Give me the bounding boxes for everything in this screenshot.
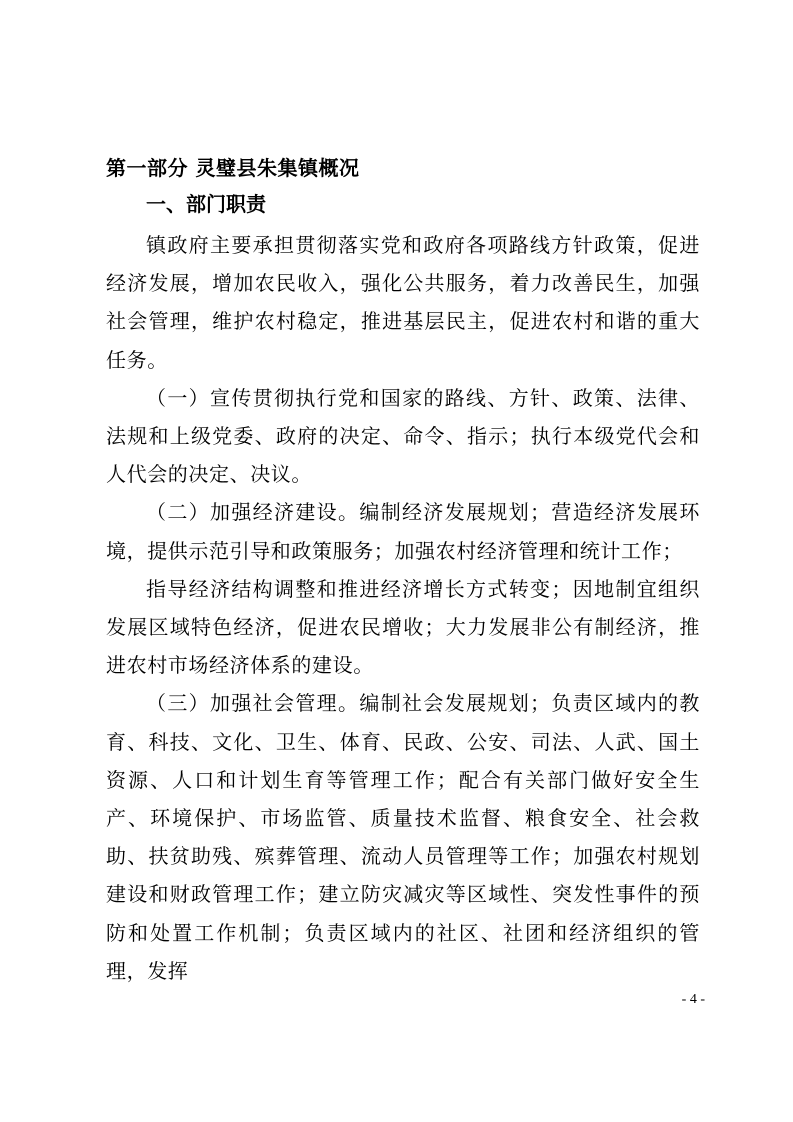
document-body <box>106 150 700 990</box>
section-title: 一、部门职责 <box>146 192 266 216</box>
part-title: 第一部分 灵璧县朱集镇概况 <box>106 156 360 180</box>
paragraph-item-2-continued: 指导经济结构调整和推进经济增长方式转变；因地制宜组织发展区域特色经济，促进农民增收；大力发展非公有制经济，推进农村市场经济体系的建设。 <box>106 576 700 678</box>
page-number: - 4 - <box>681 992 705 1007</box>
paragraph-item-3: （三）加强社会管理。编制社会发展规划；负责区域内的教育、科技、文化、卫生、体育、民政、公安、司法、人武、国土资源、人口和计划生育等管理工作；配合有关部门做好安全生产、环境保护、市场监管、质量技术监督、粮食安全、社会救助、扶贫助残、殡葬管理、流动人员管理等工作；加强农村规划建设和财政管理工作；建立防灾减灾等区域性、突发性事件的预防和处置工作机制；负责区域内的社区、社团和经济组织的管理，发挥 <box>106 691 700 983</box>
paragraph-intro: 镇政府主要承担贯彻落实党和政府各项路线方针政策，促进经济发展，增加农民收入，强化公共服务，着力改善民生，加强社会管理，维护农村稳定，推进基层民主，促进农村和谐的重大任务。 <box>106 233 700 372</box>
paragraph-item-2: （二）加强经济建设。编制经济发展规划；营造经济发展环境，提供示范引导和政策服务；加强农村经济管理和统计工作； <box>106 500 700 563</box>
paragraph-item-1: （一）宣传贯彻执行党和国家的路线、方针、政策、法律、法规和上级党委、政府的决定、命令、指示；执行本级党代会和人代会的决定、决议。 <box>106 385 700 487</box>
